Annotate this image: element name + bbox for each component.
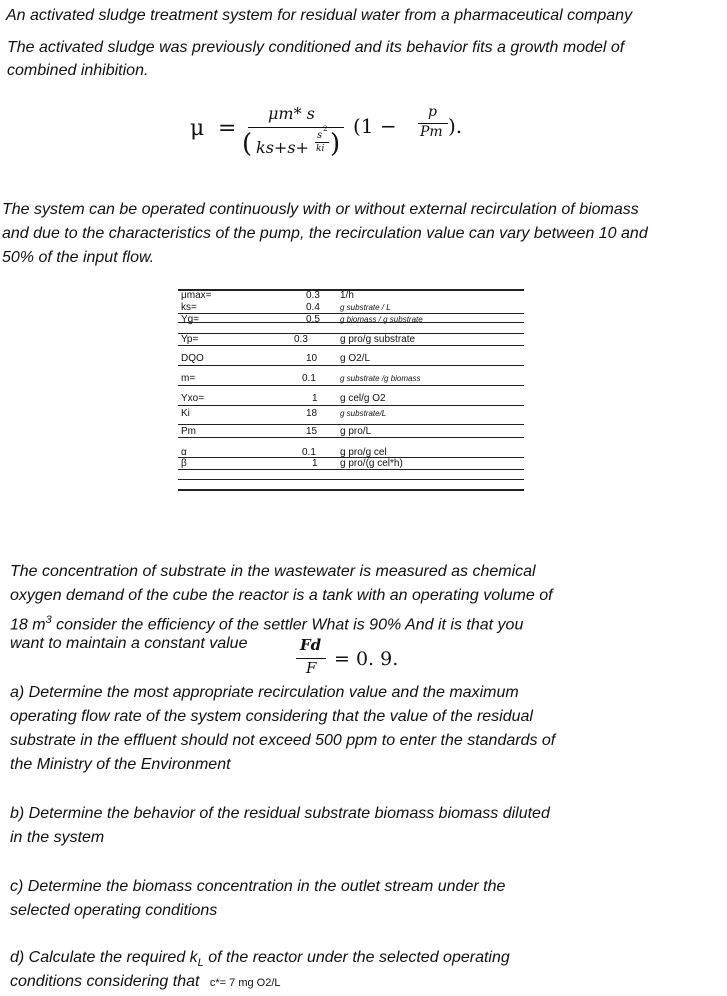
question-a-line-3: substrate in the effluent should not exceed 500 ppm to enter the standards of (10, 732, 556, 749)
param-unit: g substrate / L (340, 303, 391, 312)
table-bottom-rule (178, 489, 524, 491)
param-name: m= (181, 373, 196, 384)
question-b-line-1: b) Determine the behavior of the residual substrate biomass biomass diluted (10, 805, 550, 822)
param-value: 18 (306, 408, 318, 419)
param-unit: g biomass / g substrate (340, 315, 423, 324)
formula-den-inner-bar (315, 142, 329, 143)
ratio-denominator: F (306, 659, 317, 677)
table-rule (178, 479, 524, 480)
param-unit: g pro/(g cel*h) (340, 458, 403, 469)
param-value: 0.3 (294, 334, 308, 345)
formula-factor-open: (1 − (353, 114, 397, 138)
param-value: 15 (306, 426, 318, 437)
c-star-value: c*= 7 mg O2/L (209, 977, 281, 989)
concentration-line-3: 18 $m^3$ consider the efficiency of the settler What is 90% And it is that you (10, 614, 524, 634)
param-value: 0.1 (302, 447, 316, 458)
param-unit: g pro/L (340, 426, 372, 437)
param-unit: g pro/g substrate (340, 334, 416, 345)
question-c-line-2: selected operating conditions (10, 902, 218, 919)
param-unit: g pro/g cel (340, 447, 387, 458)
param-name: Yxo= (181, 393, 205, 404)
formula-pm: Pm (420, 124, 443, 140)
concentration-line-2: oxygen demand of the cube the reactor is a tank with an operating volume of (10, 587, 553, 604)
system-line-3: 50% of the input flow. (2, 249, 155, 266)
formula-fraction-bar (248, 127, 344, 128)
param-name: Ki (181, 408, 190, 419)
table-rule (178, 437, 524, 438)
document-title: An activated sludge treatment system for residual water from a pharmaceutical company (6, 7, 633, 24)
formula-den-ki: ki (316, 144, 325, 154)
question-d-line-2: conditions considering that c*= 7 mg O2/L (10, 973, 281, 990)
table-rule (178, 424, 524, 425)
growth-model-formula (190, 104, 510, 166)
param-value: 0.5 (306, 314, 320, 325)
question-a-line-4: the Ministry of the Environment (10, 756, 231, 773)
formula-mu: μ (190, 116, 205, 141)
param-unit: 1/h (340, 290, 354, 301)
param-value: 1 (312, 393, 318, 404)
formula-denominator: ks+s+ (256, 138, 309, 157)
param-unit: g substrate /g biomass (340, 374, 421, 383)
ratio-numerator: Fd (300, 636, 322, 654)
concentration-line-1: The concentration of substrate in the wastewater is measured as chemical (10, 563, 536, 580)
table-rule (178, 405, 524, 406)
system-line-1: The system can be operated continuously with or without external recirculation of biomass (2, 201, 639, 218)
param-name: Yg= (181, 314, 200, 325)
param-value: 0.4 (306, 302, 320, 313)
param-value: 10 (306, 353, 318, 364)
ratio-value: = 0. 9. (334, 648, 399, 670)
intro-line-2: combined inhibition. (7, 62, 149, 79)
question-a-line-1: a) Determine the most appropriate recirculation value and the maximum (10, 684, 519, 701)
param-value: 0.1 (302, 373, 316, 384)
param-name: α (181, 447, 187, 458)
formula-den-close: ) (330, 129, 341, 159)
formula-den-s: s (317, 130, 323, 141)
formula-den-open: ( (242, 129, 253, 159)
param-name: β (181, 458, 187, 469)
system-line-2: and due to the characteristics of the pump, the recirculation value can vary between 10 and (2, 225, 648, 242)
formula-p: p (428, 104, 437, 120)
param-value: 1 (312, 458, 318, 469)
param-unit: g substrate/L (340, 409, 387, 418)
question-d-line-1: d) Calculate the required $k_L$ of the reactor under the selected operating (10, 949, 510, 970)
concentration-line-4: want to maintain a constant value (10, 635, 248, 652)
param-unit: g O2/L (340, 353, 371, 364)
param-name: Pm (181, 426, 196, 437)
question-b-line-2: in the system (10, 829, 105, 846)
intro-line-1: The activated sludge was previously conditioned and its behavior fits a growth model of (7, 39, 625, 56)
table-rule (178, 345, 524, 346)
question-c-line-1: c) Determine the biomass concentration in the outlet stream under the (10, 878, 506, 895)
formula-factor-close: ). (448, 114, 463, 138)
table-rule (178, 365, 524, 366)
param-name: Yp= (181, 334, 199, 345)
param-value: 0.3 (306, 290, 320, 301)
table-rule (178, 469, 524, 470)
formula-numerator: μm* s (268, 104, 315, 123)
param-name: ks= (181, 302, 197, 313)
question-a-line-2: operating flow rate of the system considering that the value of the residual (10, 708, 533, 725)
formula-den-square: 2 (323, 125, 328, 133)
formula-equals: = (218, 116, 237, 141)
parameter-table (178, 289, 524, 490)
table-rule (178, 385, 524, 386)
table-rule (178, 313, 524, 314)
param-name: μmax= (181, 290, 212, 301)
param-unit: g cel/g O2 (340, 393, 386, 404)
param-name: DQO (181, 353, 204, 364)
